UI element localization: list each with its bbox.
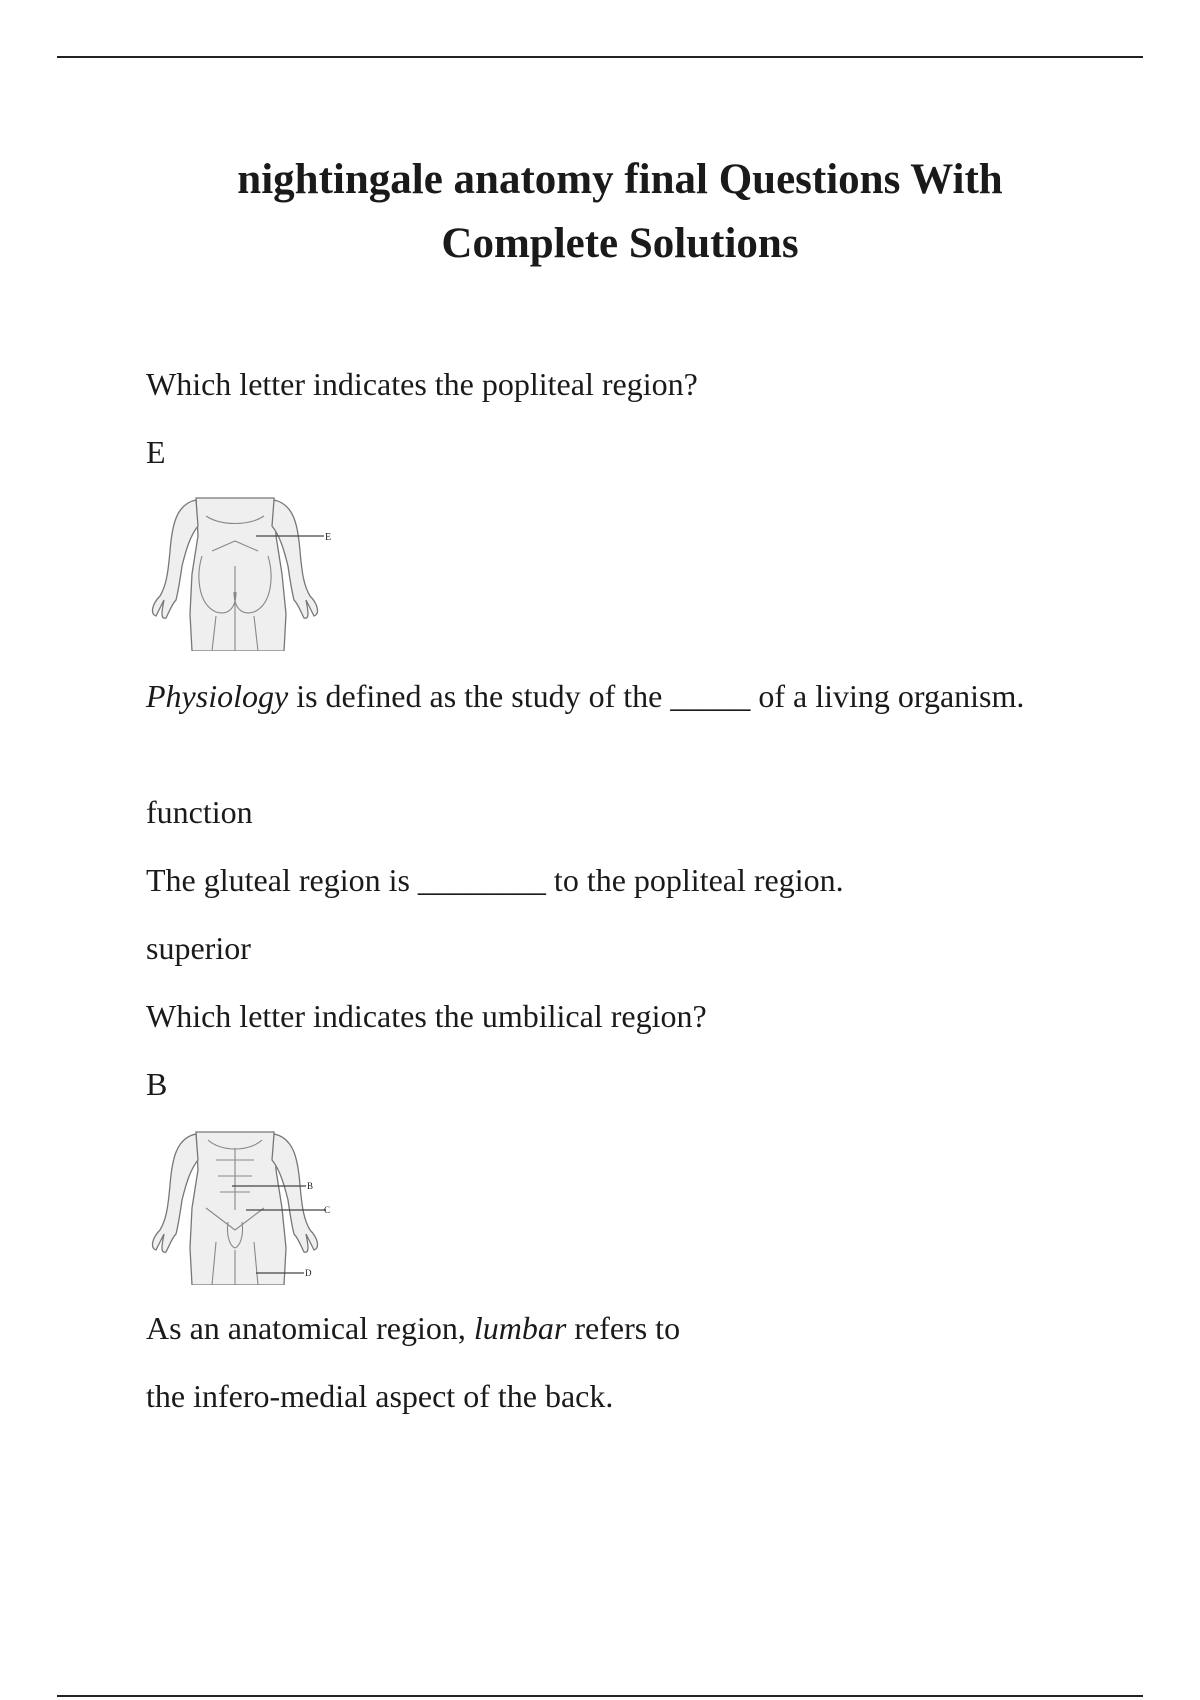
answer-2: function [146,794,253,830]
document-title: nightingale anatomy final Questions With Complete Solutions [237,156,1003,267]
figure-label-c: C [324,1205,331,1215]
figure-label-d: D [305,1268,312,1278]
question-1: Which letter indicates the popliteal region? [146,366,698,402]
question-2-rest: is defined as the study of the _____ of a living organism. [288,678,1025,714]
question-5-prefix: As an anatomical region, [146,1310,474,1346]
answer-4: B [146,1066,168,1102]
top-rule [57,56,1143,58]
answer-5: the infero-medial aspect of the back. [146,1378,614,1414]
answer-1: E [146,434,166,470]
question-3: The gluteal region is ________ to the popliteal region. [146,862,844,898]
answer-3: superior [146,930,251,966]
posterior-body-figure-icon [146,496,331,651]
question-5-italic: lumbar [473,1310,567,1346]
bottom-rule [57,1695,1143,1697]
figure-label-b: B [307,1181,314,1191]
anterior-body-figure-icon [146,1130,331,1285]
question-4: Which letter indicates the umbilical region? [146,998,707,1034]
figure-label-e: E [325,532,331,543]
question-2-italic: Physiology [146,678,289,714]
question-5-suffix: refers to [566,1310,681,1346]
question-2 [146,672,1026,720]
question-5 [146,1304,680,1352]
